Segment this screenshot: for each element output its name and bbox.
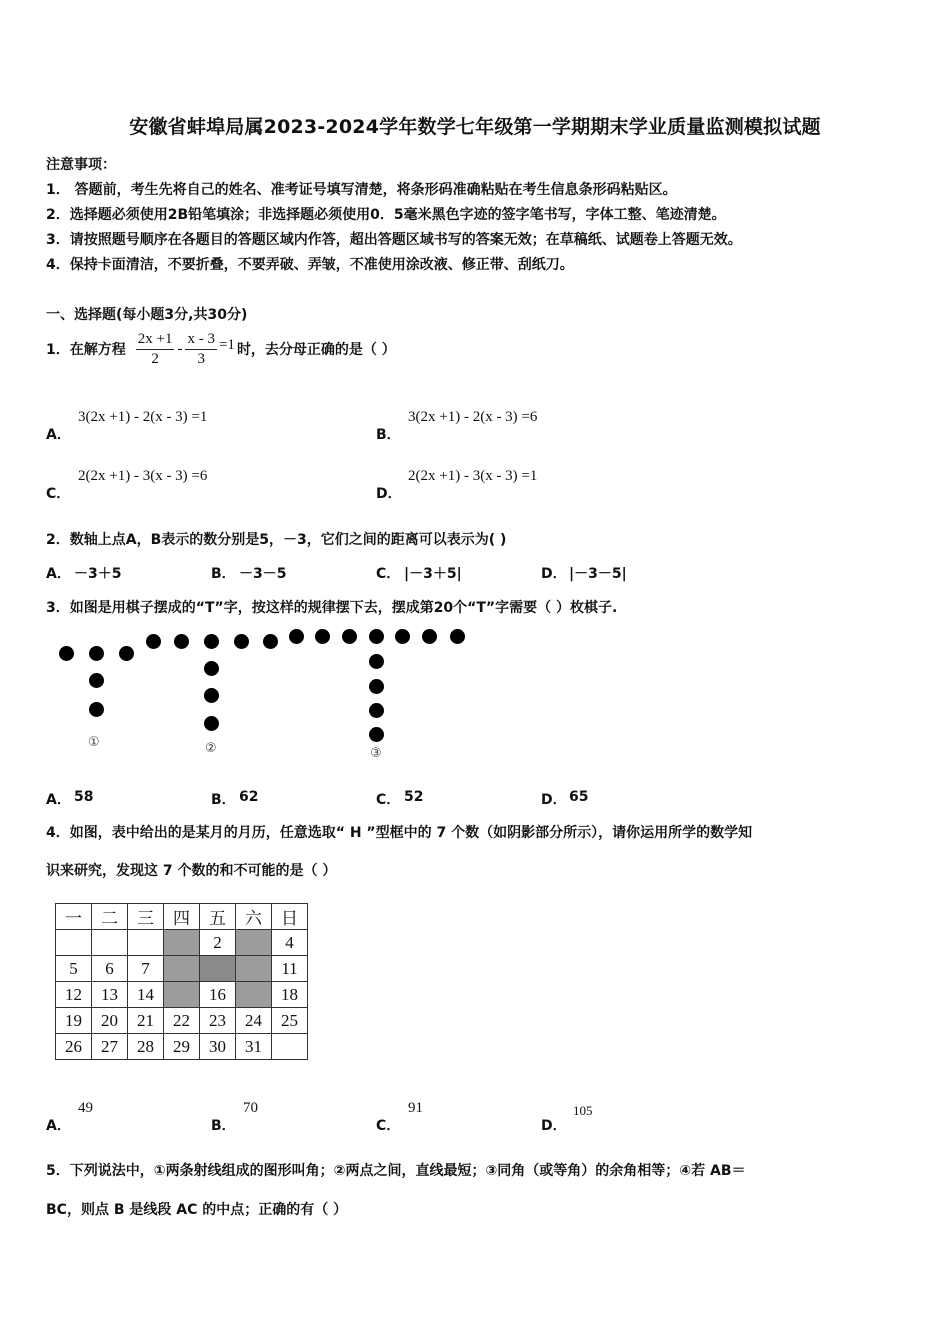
minus-sign: - [177,340,183,357]
calendar-cell: 11 [272,956,308,982]
calendar-cell: 12 [56,982,92,1008]
chess-piece [369,654,384,669]
chess-piece [422,629,437,644]
chess-piece [450,629,465,644]
calendar-header-row [56,904,308,930]
calendar-header-cell: 二 [92,904,128,930]
notice-item: 3．请按照题号顺序在各题目的答题区域内作答，超出答题区域书写的答案无效；在草稿纸、试题卷上答题无效。 [46,232,742,248]
chess-piece [315,629,330,644]
chess-piece [369,679,384,694]
option-label: A． [46,566,71,582]
calendar-cell: 19 [56,1008,92,1034]
chess-piece [119,646,134,661]
calendar-header-cell: 五 [200,904,236,930]
equals-one: =1 [218,336,235,353]
chess-piece [234,634,249,649]
calendar-cell-shaded [164,956,200,982]
figure-caption: ③ [370,746,382,761]
notice-item: 4．保持卡面清洁，不要折叠，不要弄破、弄皱，不准使用涂改液、修正带、刮纸刀。 [46,257,574,273]
calendar-cell: 29 [164,1034,200,1060]
calendar-cell: 13 [92,982,128,1008]
fraction-2 [185,331,217,368]
calendar-cell-shaded [200,956,236,982]
calendar-cell-shaded [164,982,200,1008]
option-text: 3(2x +1) - 2(x - 3) =1 [78,409,208,425]
calendar-figure [55,903,308,1060]
calendar-cell: 21 [128,1008,164,1034]
option-text: －3－5 [239,566,287,582]
chess-piece [204,716,219,731]
option-label: A． [46,1118,71,1134]
figure-caption: ① [88,735,100,750]
calendar-cell: 7 [128,956,164,982]
calendar-header-cell: 四 [164,904,200,930]
option-label: D． [376,486,402,502]
chess-piece [369,629,384,644]
calendar-table [55,903,308,1060]
option-label: C． [46,486,71,502]
option-label: C． [376,792,401,808]
question-5-line2: BC，则点 B 是线段 AC 的中点；正确的有（ ） [46,1202,348,1218]
option-label: B． [211,566,236,582]
calendar-header-cell: 一 [56,904,92,930]
calendar-cell: 26 [56,1034,92,1060]
option-label: A． [46,792,71,808]
option-text: 52 [404,789,424,805]
q1-prefix: 1．在解方程 [46,342,126,358]
chess-piece [174,634,189,649]
option-text: |－3－5| [569,566,627,582]
question-4-stem-line2: 识来研究，发现这 7 个数的和不可能的是（ ） [46,863,337,879]
calendar-cell: 31 [236,1034,272,1060]
option-text: 2(2x +1) - 3(x - 3) =6 [78,468,208,484]
calendar-cell [56,930,92,956]
calendar-cell: 23 [200,1008,236,1034]
option-label: B． [211,1118,236,1134]
option-label: D． [541,566,567,582]
calendar-cell: 14 [128,982,164,1008]
chess-piece [204,688,219,703]
notice-heading: 注意事项： [46,157,116,173]
calendar-header-cell: 六 [236,904,272,930]
option-text: 65 [569,789,589,805]
chess-piece [263,634,278,649]
question-3-stem: 3．如图是用棋子摆成的“T”字，按这样的规律摆下去，摆成第20个“T”字需要（ ）枚棋子. [46,600,618,616]
fraction-numerator: x - 3 [185,331,217,350]
calendar-row [56,1008,308,1034]
notice-item: 2．选择题必须使用2B铅笔填涂；非选择题必须使用0．5毫米黑色字迹的签字笔书写，字体工整、笔迹清楚。 [46,207,726,223]
calendar-cell: 16 [200,982,236,1008]
calendar-cell [128,930,164,956]
question-5-line1: 5．下列说法中，①两条射线组成的图形叫角；②两点之间，直线最短；③同角（或等角）的余角相等；④若 AB＝ [46,1163,746,1179]
option-text: －3＋5 [74,566,122,582]
chess-piece [89,646,104,661]
figure-caption: ② [205,741,217,756]
option-text: 49 [78,1100,93,1116]
calendar-cell-shaded [236,930,272,956]
calendar-cell: 5 [56,956,92,982]
calendar-cell: 2 [200,930,236,956]
fraction-1 [136,331,175,368]
question-4-stem-line1: 4．如图，表中给出的是某月的月历，任意选取“ H ”型框中的 7 个数（如阴影部分所示），请你运用所学的数学知 [46,825,753,841]
option-label: A． [46,427,71,443]
calendar-cell: 25 [272,1008,308,1034]
chess-piece [342,629,357,644]
calendar-header-cell: 日 [272,904,308,930]
calendar-cell-shaded [164,930,200,956]
calendar-cell: 22 [164,1008,200,1034]
option-label: D． [541,792,567,808]
question-2-stem: 2．数轴上点A，B表示的数分别是5，－3，它们之间的距离可以表示为( ) [46,532,507,548]
option-text: 105 [573,1103,593,1118]
fraction-denominator: 2 [151,350,159,367]
option-text: 58 [74,789,94,805]
calendar-cell: 6 [92,956,128,982]
calendar-row [56,930,308,956]
chess-piece [395,629,410,644]
question-1-stem [46,326,396,372]
calendar-row [56,1034,308,1060]
calendar-cell: 27 [92,1034,128,1060]
chess-piece [89,702,104,717]
calendar-cell-shaded [236,956,272,982]
section-heading: 一、选择题(每小题3分,共30分) [46,307,248,323]
notice-item: 1． 答题前，考生先将自己的姓名、准考证号填写清楚，将条形码准确粘贴在考生信息条形码粘贴区。 [46,182,677,198]
option-text: 70 [243,1100,258,1116]
calendar-cell [92,930,128,956]
option-text: 62 [239,789,259,805]
chess-piece [204,661,219,676]
option-text: 91 [408,1100,423,1116]
option-label: D． [541,1118,567,1134]
page-title: 安徽省蚌埠局属2023-2024学年数学七年级第一学期期末学业质量监测模拟试题 [129,116,821,138]
calendar-cell-shaded [236,982,272,1008]
calendar-cell: 18 [272,982,308,1008]
calendar-row [56,982,308,1008]
fraction-numerator: 2x +1 [136,331,175,350]
fraction-denominator: 3 [197,350,205,367]
option-label: C． [376,1118,401,1134]
calendar-cell [272,1034,308,1060]
option-label: B． [211,792,236,808]
chess-piece [59,646,74,661]
chess-piece [89,673,104,688]
chess-piece [369,703,384,718]
q1-suffix: 时，去分母正确的是（ ） [236,342,396,358]
calendar-cell: 4 [272,930,308,956]
option-label: C． [376,566,401,582]
calendar-header-cell: 三 [128,904,164,930]
option-text: 2(2x +1) - 3(x - 3) =1 [408,468,538,484]
chess-piece [146,634,161,649]
calendar-cell: 30 [200,1034,236,1060]
calendar-cell: 24 [236,1008,272,1034]
chess-piece [369,727,384,742]
option-label: B． [376,427,401,443]
chess-piece [204,634,219,649]
option-text: |－3＋5| [404,566,462,582]
chess-piece [289,629,304,644]
calendar-cell: 20 [92,1008,128,1034]
option-text: 3(2x +1) - 2(x - 3) =6 [408,409,538,425]
calendar-cell: 28 [128,1034,164,1060]
calendar-row [56,956,308,982]
